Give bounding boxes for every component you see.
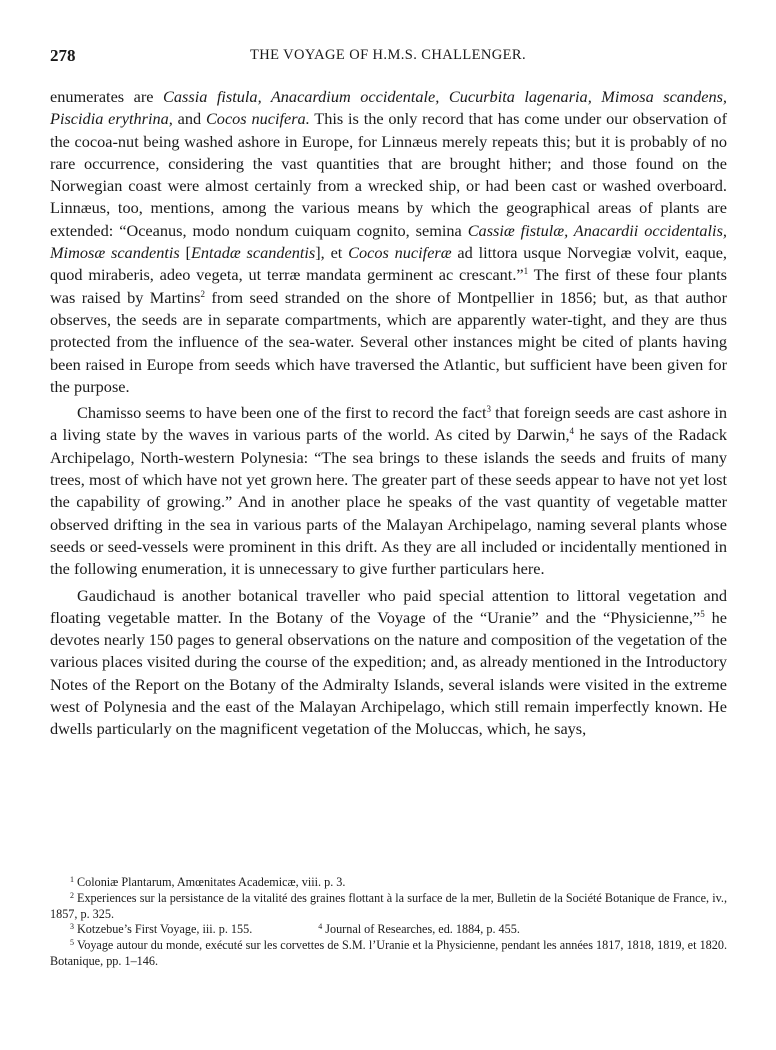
footnotes: [50, 875, 727, 970]
page-header: [0, 46, 776, 68]
page-number: 278: [50, 46, 76, 65]
footnote-reference: 3: [486, 404, 491, 415]
footnote-text: Journal of Researches, ed. 1884, p. 455.: [325, 922, 520, 937]
footnote-reference: 5: [700, 608, 705, 619]
italic-term: Cassia fistula, Anacardium occidentale, Cucurbita lagenaria, Mimosa scandens, Piscidia erythrina,: [50, 87, 727, 129]
body-text: [50, 86, 727, 741]
footnote-row: [50, 922, 727, 938]
footnote-mark: 2: [70, 890, 74, 900]
footnote-reference: 4: [569, 426, 575, 437]
paragraph: Chamisso seems to have been one of the first to record the fact$^3$ that foreign seeds are cast ashore in a living state by the waves in various parts of the world. As cited by Darwin,$^4$ he says of the Radack Archipelago, North-western Polynesia: “The sea brings to these islands the seeds and fruits of many trees, most of which have not yet grown here. The greater part of these seeds appear to have not yet lost the capability of growing.” And in another place he speaks of the vast quantity of vegetable matter observed drifting in the sea in various parts of the Malayan Archipelago, naming several plants whose seeds or seed-vessels were prominent in this drift. As they are all included or incidentally mentioned in the following enumeration, it is unnecessary to give further particulars here.: [50, 403, 728, 579]
footnote-mark: 4: [318, 922, 323, 932]
footnote-2: [50, 891, 727, 923]
footnote-text: Coloniæ Plantarum, Amœnitates Academicæ, viii. p. 3.: [77, 875, 346, 889]
footnote-5: [50, 938, 727, 970]
footnote-1: [50, 875, 727, 891]
italic-term: Cocos nuciferæ: [348, 243, 452, 263]
footnote-mark: 3: [70, 922, 74, 932]
footnote-text: Voyage autour du monde, exécuté sur les corvettes de S.M. l’Uranie et la Physicienne, pendant les années 1817, 1818, 1819, et 1820. Botanique, pp. 1–146.: [50, 938, 727, 968]
italic-term: Cocos nucifera.: [205, 109, 310, 129]
footnote-reference: 1: [523, 266, 529, 277]
footnote-3: [50, 922, 252, 938]
footnote-reference: 2: [200, 288, 205, 299]
footnote-mark: 1: [70, 875, 74, 884]
footnote-mark: 5: [70, 938, 74, 948]
running-head: THE VOYAGE OF H.M.S. CHALLENGER.: [250, 47, 526, 63]
paragraph: Gaudichaud is another botanical traveller who paid special attention to littoral vegetation and floating vegetable matter. In the Botany of the Voyage of the “Uranie” and the “Physicienne,”$^5$ he devotes nearly 150 pages to general observations on the nature and composition of the vegetation of the various places visited during the course of the expedition; and, as already mentioned in the Introductory Notes of the Report on the Botany of the Admiralty Islands, several islands were visited in the extreme west of Polynesia and the east of the Malayan Archipelago, which still remain imperfectly known. He dwells particularly on the magnificent vegetation of the Moluccas, which, he says,: [50, 585, 728, 739]
italic-term: Cassiæ fistulæ, Anacardii occidentalis, Mimosæ scandentis: [50, 220, 727, 263]
footnote-text: Experiences sur la persistance de la vitalité des graines flottant à la surface de la mer, Bulletin de la Société Botanique de France, iv., 1857, p. 325.: [50, 890, 727, 921]
italic-term: Entadæ scandentis: [190, 243, 316, 263]
paragraph: enumerates are Cassia fistula, Anacardium occidentale, Cucurbita lagenaria, Mimosa scandens, Piscidia erythrina, and Cocos nucifera. This is the only record that has come under our observation of the cocoa-nut being washed ashore in Europe, for Linnæus merely repeats this; but it is probably of no rare occurrence, considering the vast quantities that are brought hither; and those found on the Norwegian coast were almost certainly from a wrecked ship, or had been cast or washed overboard. Linnæus, too, mentions, among the various means by which the geographical areas of plants are extended: “Oceanus, modo nondum cuiquam cognito, semina Cassiæ fistulæ, Anacardii occidentalis, Mimosæ scandentis [Entadæ scandentis], et Cocos nuciferæ ad littora usque Norvegiæ volvit, eaque, quod miraberis, adeo vegeta, ut terræ mandata germinent ac crescant.”$^1$ The first of these four plants was raised by Martins$^2$ from seed stranded on the shore of Montpellier in 1856; but, as that author observes, the seeds are in separate compartments, which are apparently water-tight, and they are thus protected from the influence of the sea-water. Several other instances might be cited of plants having been raised in Europe from seeds which have traversed the Atlantic, but sufficient have been given for the purpose.: [50, 87, 728, 396]
footnote-4: [318, 922, 520, 938]
footnote-text: Kotzebue’s First Voyage, iii. p. 155.: [77, 922, 253, 937]
